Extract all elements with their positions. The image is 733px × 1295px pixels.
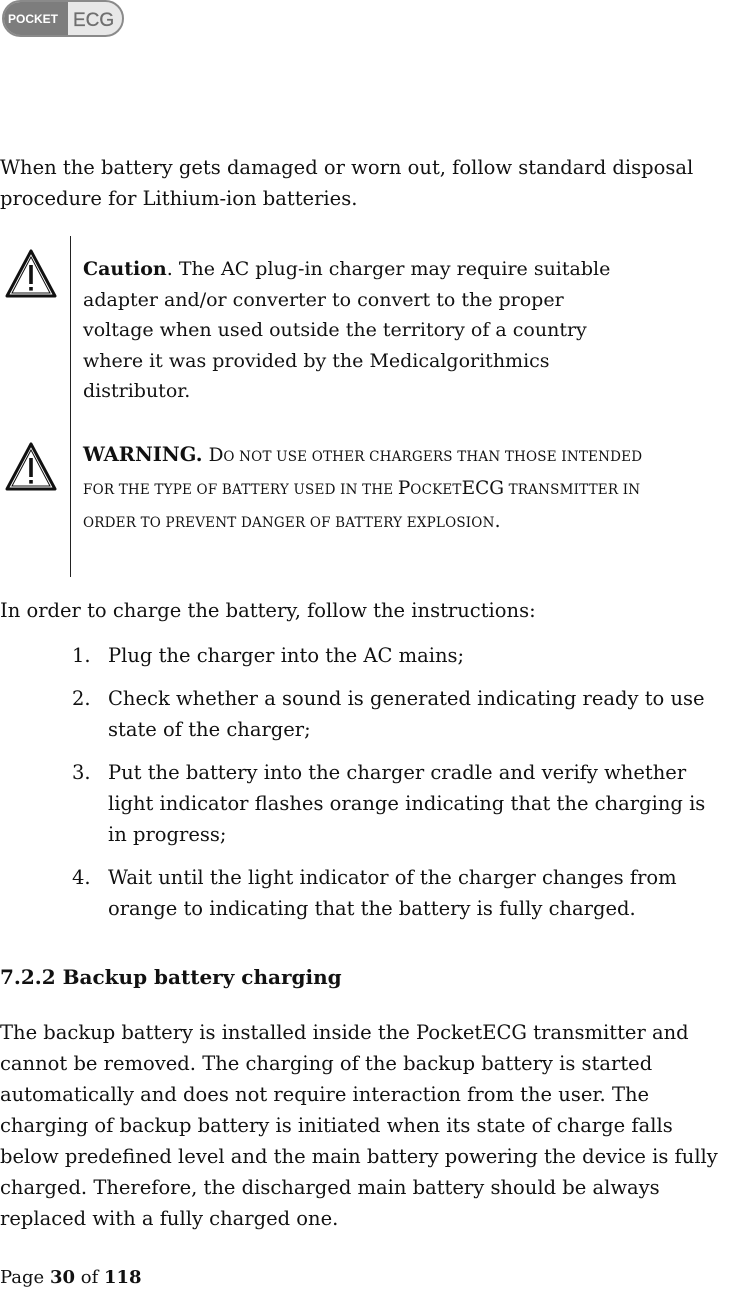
warning-period: . bbox=[494, 511, 501, 532]
charging-steps-list bbox=[0, 640, 733, 936]
step-number: 3. bbox=[72, 761, 91, 784]
caution-text: . The AC plug-in charger may require suitable adapter and/or converter to convert to the proper voltage when used outside the territory of a country where it was provided by the Medicalgorithmics distributor. bbox=[83, 258, 611, 402]
step-number: 2. bbox=[72, 687, 91, 710]
warning-text-1: O NOT USE OTHER CHARGERS THAN THOSE INTENDED FOR THE TYPE OF BATTERY USED IN THE bbox=[83, 449, 643, 498]
footer-of-word: of bbox=[80, 1267, 99, 1288]
caution-notice bbox=[83, 254, 628, 407]
page-number: 30 bbox=[49, 1267, 76, 1288]
warning-notice bbox=[83, 439, 643, 539]
notice-divider bbox=[70, 236, 71, 577]
warning-text-2: TRANSMITTER IN ORDER TO PREVENT DANGER OF BATTERY EXPLOSION bbox=[83, 482, 641, 531]
list-item bbox=[0, 640, 733, 671]
step-number: 1. bbox=[72, 644, 91, 667]
warning-p: P bbox=[397, 478, 411, 499]
total-pages: 118 bbox=[103, 1267, 142, 1288]
list-item bbox=[0, 683, 733, 745]
caution-label: Caution bbox=[83, 258, 167, 280]
pocketecg-logo bbox=[2, 0, 124, 38]
warning-ecg: ECG bbox=[461, 478, 505, 499]
logo-pocket-text: POCKET bbox=[8, 12, 59, 26]
section-heading: 7.2.2 Backup battery charging bbox=[0, 965, 342, 989]
step-text: Put the battery into the charger cradle and verify whether light indicator flashes orange indicating that the charging is in progress; bbox=[108, 761, 706, 846]
step-text: Plug the charger into the AC mains; bbox=[108, 644, 465, 667]
backup-battery-paragraph: The backup battery is installed inside the PocketECG transmitter and cannot be removed. The charging of the backup battery is started automatically and does not require interaction from the user. The charging of backup battery is initiated when its state of charge falls below predefined level and the main battery powering the device is fully charged. Therefore, the discharged main battery should be always replaced with a fully charged one. bbox=[0, 1021, 718, 1230]
list-item bbox=[0, 862, 733, 924]
footer-page-word: Page bbox=[0, 1267, 45, 1288]
step-text: Check whether a sound is generated indicating ready to use state of the charger; bbox=[108, 687, 705, 741]
warning-d: D bbox=[208, 445, 224, 466]
list-item bbox=[0, 757, 733, 850]
warning-pocket: OCKET bbox=[410, 482, 462, 498]
warning-icon bbox=[4, 441, 58, 493]
instructions-intro: In order to charge the battery, follow the instructions: bbox=[0, 599, 536, 622]
intro-paragraph: When the battery gets damaged or worn out, follow standard disposal procedure for Lithium-ion batteries. bbox=[0, 156, 694, 210]
logo-ecg-text: ECG bbox=[73, 10, 115, 31]
page-footer bbox=[0, 1266, 142, 1290]
step-text: Wait until the light indicator of the charger changes from orange to indicating that the battery is fully charged. bbox=[108, 866, 677, 920]
caution-warning-icon bbox=[4, 248, 58, 300]
warning-label: WARNING. bbox=[83, 443, 203, 466]
step-number: 4. bbox=[72, 866, 91, 889]
